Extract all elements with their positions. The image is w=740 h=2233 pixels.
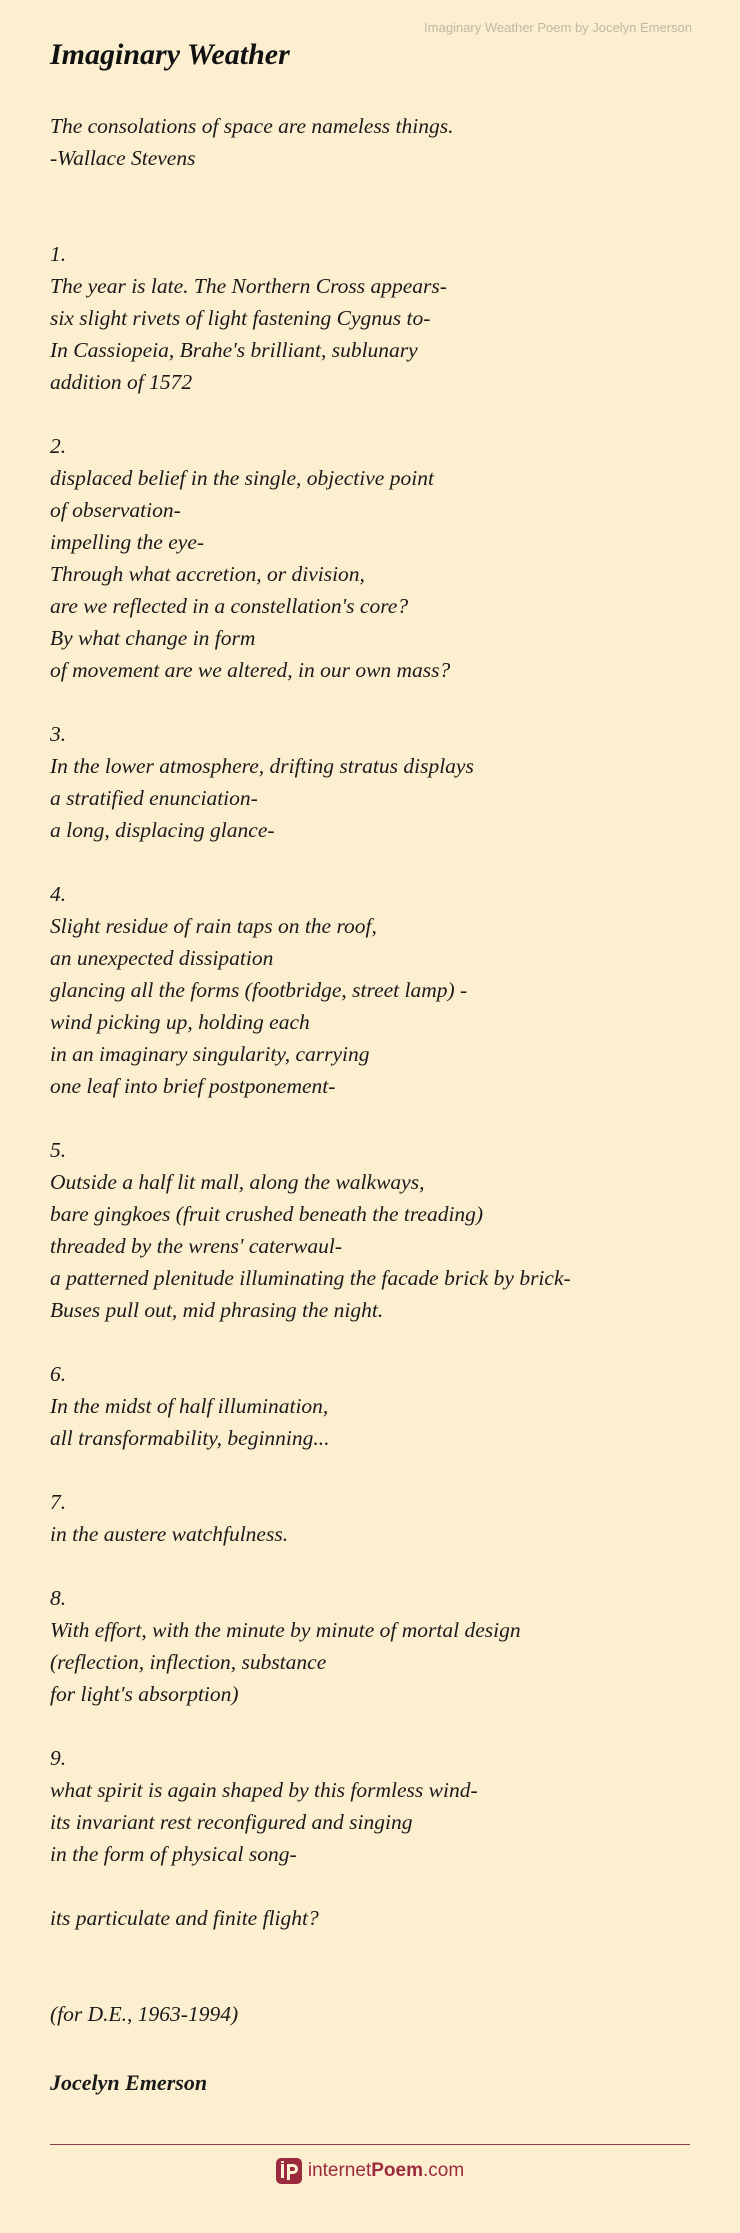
poem-line: one leaf into brief postponement- (50, 1074, 336, 1098)
poem-line: With effort, with the minute by minute of mortal design (50, 1618, 521, 1642)
poem-line: Outside a half lit mall, along the walkways, (50, 1170, 425, 1194)
poem-line: of observation- (50, 498, 181, 522)
poem-line: glancing all the forms (footbridge, street lamp) - (50, 978, 468, 1002)
poem-line: wind picking up, holding each (50, 1010, 310, 1034)
poem-line: Through what accretion, or division, (50, 562, 365, 586)
poem-line: for light's absorption) (50, 1682, 239, 1706)
poem-line (50, 1550, 700, 1582)
poem-line: 2. (50, 434, 67, 458)
poem-line (50, 846, 700, 878)
poem-line (50, 686, 700, 718)
poem-line: all transformability, beginning... (50, 1426, 330, 1450)
poem-line: 3. (50, 722, 67, 746)
brand-part-com: .com (422, 2160, 465, 2181)
poem-line: (reflection, inflection, substance (50, 1650, 327, 1674)
poem-line (50, 1870, 700, 1902)
poem-line: what spirit is again shaped by this formless wind- (50, 1778, 478, 1802)
poem-line (50, 1102, 700, 1134)
site-brand-link[interactable] (0, 2158, 740, 2184)
poem-line (50, 206, 700, 238)
poem-line: In Cassiopeia, Brahe's brilliant, sublunary (50, 338, 418, 362)
poem-body (50, 110, 700, 2030)
brand-part-internet: internet (307, 2160, 372, 2181)
poem-line: 8. (50, 1586, 67, 1610)
poem-line: In the lower atmosphere, drifting stratus displays (50, 754, 474, 778)
poem-line: Buses pull out, mid phrasing the night. (50, 1298, 384, 1322)
footer-divider (50, 2144, 690, 2145)
poem-line: In the midst of half illumination, (50, 1394, 329, 1418)
poem-line (50, 398, 700, 430)
poem-line: Slight residue of rain taps on the roof, (50, 914, 377, 938)
poem-line: addition of 1572 (50, 370, 193, 394)
poem-line: bare gingkoes (fruit crushed beneath the treading) (50, 1202, 484, 1226)
poem-line: 4. (50, 882, 67, 906)
site-brand-text (308, 2160, 464, 2182)
poem-line (50, 1454, 700, 1486)
poem-line: its particulate and finite flight? (50, 1906, 319, 1930)
poem-line (50, 1326, 700, 1358)
internetpoem-logo-icon (276, 2158, 302, 2184)
poem-line: a stratified enunciation- (50, 786, 258, 810)
poem-line: -Wallace Stevens (50, 146, 196, 170)
poem-line: The year is late. The Northern Cross appears- (50, 274, 447, 298)
poem-line: a patterned plenitude illuminating the facade brick by brick- (50, 1266, 571, 1290)
poem-line (50, 1934, 700, 1966)
poem-line: six slight rivets of light fastening Cygnus to- (50, 306, 431, 330)
poem-line: of movement are we altered, in our own mass? (50, 658, 451, 682)
poem-line (50, 174, 700, 206)
poem-line: an unexpected dissipation (50, 946, 274, 970)
brand-part-poem: Poem (371, 2160, 423, 2181)
poem-line: threaded by the wrens' caterwaul- (50, 1234, 343, 1258)
poem-line: 7. (50, 1490, 67, 1514)
poem-line: in the form of physical song- (50, 1842, 297, 1866)
poem-line: displaced belief in the single, objective point (50, 466, 434, 490)
poem-line: (for D.E., 1963-1994) (50, 2002, 239, 2026)
poem-line: impelling the eye- (50, 530, 205, 554)
poem-line: 6. (50, 1362, 67, 1386)
poem-line: By what change in form (50, 626, 256, 650)
poem-line: The consolations of space are nameless things. (50, 114, 454, 138)
poem-line: in the austere watchfulness. (50, 1522, 289, 1546)
poem-title: Imaginary Weather (50, 38, 290, 71)
poem-author: Jocelyn Emerson (50, 2070, 208, 2095)
poem-line: in an imaginary singularity, carrying (50, 1042, 370, 1066)
poem-line: 1. (50, 242, 67, 266)
poem-line: a long, displacing glance- (50, 818, 275, 842)
poem-line: are we reflected in a constellation's core? (50, 594, 409, 618)
poem-line (50, 1966, 700, 1998)
poem-line (50, 1710, 700, 1742)
watermark-text: Imaginary Weather Poem by Jocelyn Emerson (424, 20, 692, 35)
poem-line: its invariant rest reconfigured and singing (50, 1810, 413, 1834)
poem-line: 9. (50, 1746, 67, 1770)
poem-line: 5. (50, 1138, 67, 1162)
